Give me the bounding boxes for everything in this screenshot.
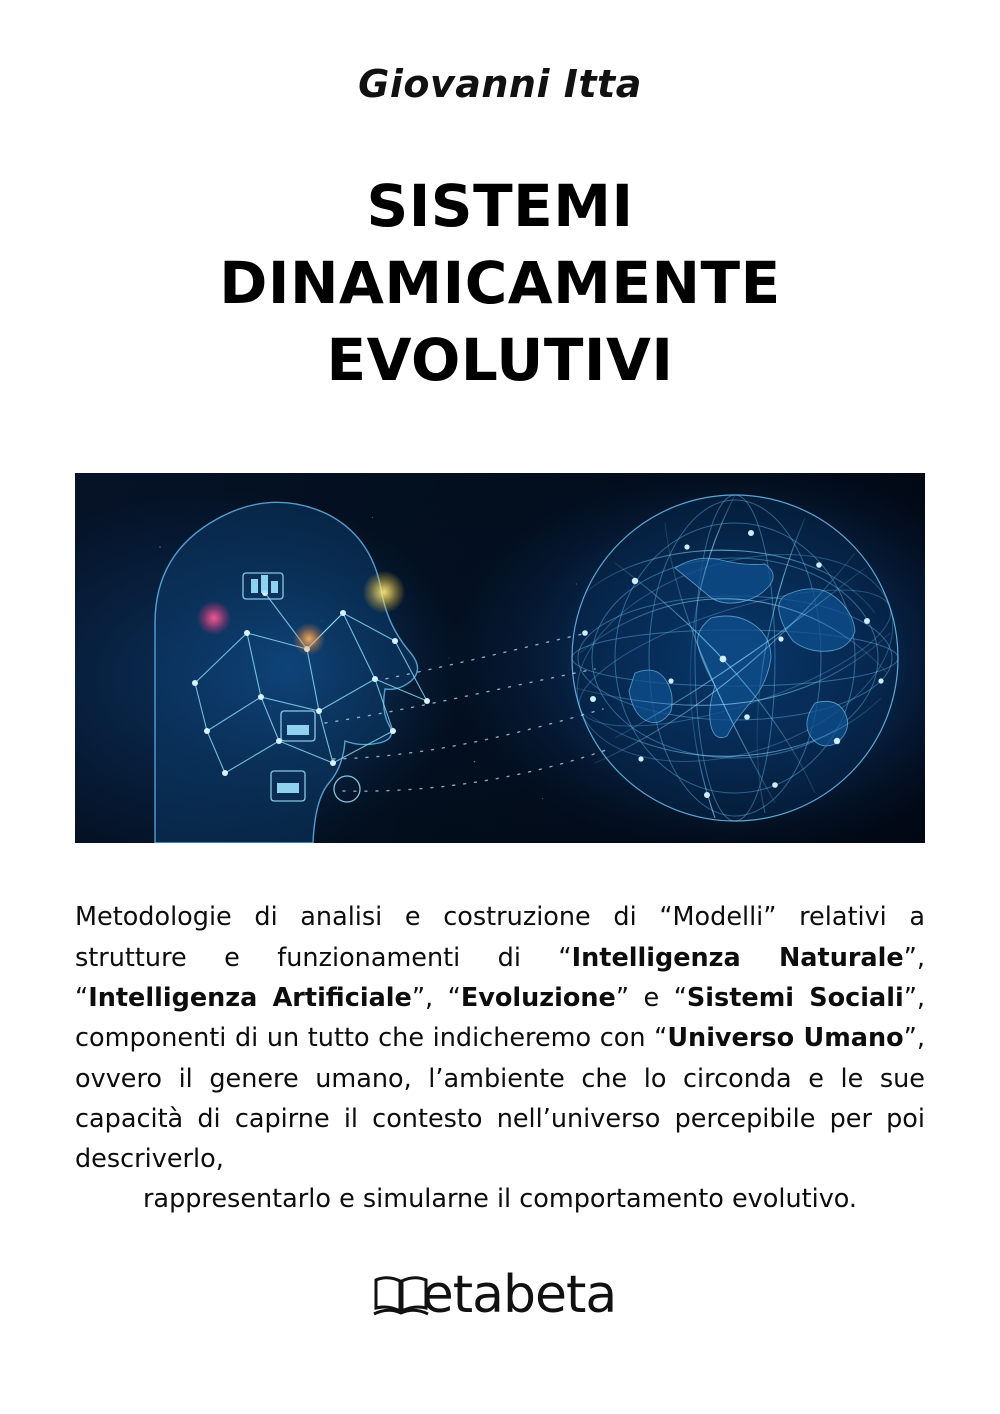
author-name: Giovanni Itta: [358, 62, 642, 106]
blurb-text: ”, “: [411, 982, 461, 1013]
blurb-emphasis: Evoluzione: [460, 982, 616, 1013]
blurb-last-line: rappresentarlo e simularne il comportamento evolutivo.: [142, 1184, 858, 1215]
blurb-text: ”, “: [75, 942, 925, 1013]
blurb-emphasis: Intelligenza Artificiale: [88, 982, 412, 1013]
blurb-text: ”, ovvero il genere umano, l’ambiente che lo circonda e le sue capacità di capirne il contesto nell’universo percepibile per poi descriverlo,: [75, 1023, 925, 1175]
blurb-body: [75, 902, 925, 1174]
cover-blurb: [75, 897, 925, 1219]
blurb-emphasis: Sistemi Sociali: [686, 982, 904, 1013]
title-line-2: DINAMICAMENTE: [219, 249, 781, 318]
network-illustration: [75, 473, 925, 843]
book-title: [75, 168, 925, 399]
publisher-name: etabeta: [421, 1265, 617, 1325]
blurb-text: ” e “: [615, 982, 687, 1013]
blurb-text: ”, componenti di un tutto che indicheremo con “: [75, 982, 926, 1054]
publisher-logo: [75, 1264, 925, 1326]
blurb-text: Metodologie di analisi e costruzione di “Modelli” relativi a strutture e funzionamenti di “: [75, 902, 925, 973]
blurb-emphasis: Intelligenza Naturale: [571, 942, 904, 973]
title-line-1: SISTEMI: [366, 172, 634, 240]
blurb-emphasis: Universo Umano: [667, 1023, 904, 1054]
cover-artwork: [75, 473, 925, 843]
title-line-3: EVOLUTIVI: [326, 326, 674, 395]
